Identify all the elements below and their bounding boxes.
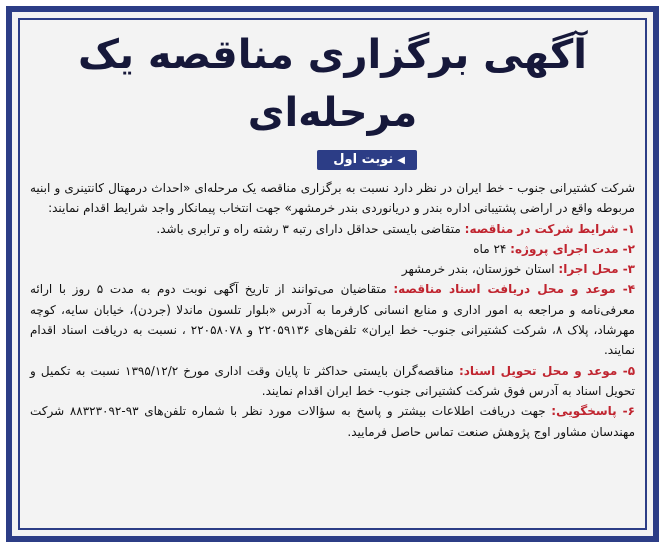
notice-frame: [6, 6, 659, 542]
round-label: نوبت اول: [333, 152, 394, 167]
round-badge: [317, 150, 417, 170]
section-4: [30, 279, 635, 360]
section-2-text: ۲۴ ماه: [473, 241, 511, 256]
section-6-text: جهت دریافت اطلاعات بیشتر و پاسخ به سؤالات مورد نظر با شماره تلفن‌های ۹۳-۸۸۳۲۳۰۹۲ شرکت مهندسان مشاور اوج پژوهش صنعت تماس حاصل فرمایید.: [30, 404, 635, 439]
section-1-title: ۱- شرایط شرکت در مناقصه:: [464, 221, 635, 236]
section-3-title: ۳- محل اجرا:: [558, 262, 635, 277]
section-1: [30, 219, 635, 239]
section-3-text: استان خوزستان، بندر خرمشهر: [401, 262, 559, 277]
badge-row: [30, 148, 635, 172]
triangle-left-icon: ◀: [397, 155, 405, 166]
section-3: [30, 259, 635, 279]
intro-paragraph: شرکت کشتیرانی جنوب - خط ایران در نظر دارد نسبت به برگزاری مناقصه یک مرحله‌ای «احداث درمهتال کانتینری و ابنیه مربوطه واقع در اراضی پشتیبانی اداره بندر و دریانوردی بندر خرمشهر» جهت انتخاب پیمانکار واجد شرایط اقدام نمایند:: [30, 181, 635, 216]
section-2: [30, 239, 635, 259]
notice-content: [30, 26, 635, 524]
section-1-text: متقاضی بایستی حداقل دارای رتبه ۳ رشته راه و ترابری باشد.: [156, 221, 465, 236]
section-4-text: متقاضیان می‌توانند از تاریخ آگهی نوبت دوم به مدت ۵ روز با ارائه معرفی‌نامه و مراجعه به امور اداری و منابع انسانی کارفرما به آدرس «بلوار تلسون ماندلا (جردن)، خیابان سایه، کوچه مهرشاد، پلاک ۸، شرکت کشتیرانی جنوب- خط ایران» تلفن‌های ۲۲۰۵۹۱۳۶ و ۲۲۰۵۸۰۷۸ ، نسبت به دریافت اسناد اقدام نمایند.: [30, 282, 635, 358]
section-2-title: ۲- مدت اجرای پروژه:: [510, 241, 635, 256]
notice-title: آگهی برگزاری مناقصه یک مرحله‌ای: [77, 32, 588, 136]
section-5-title: ۵- موعد و محل تحویل اسناد:: [458, 363, 636, 378]
section-5: [30, 361, 635, 402]
section-4-title: ۴- موعد و محل دریافت اسناد مناقصه:: [393, 282, 636, 297]
section-6-title: ۶- پاسخگویی:: [551, 404, 635, 419]
notice-body: [30, 178, 635, 442]
section-6: [30, 401, 635, 442]
section-5-text: مناقصه‌گران بایستی حداکثر تا پایان وقت اداری مورخ ۱۳۹۵/۱۲/۲ نسبت به تکمیل و تحویل اسناد به آدرس فوق شرکت کشتیرانی جنوب- خط ایران اقدام نمایند.: [30, 363, 635, 398]
